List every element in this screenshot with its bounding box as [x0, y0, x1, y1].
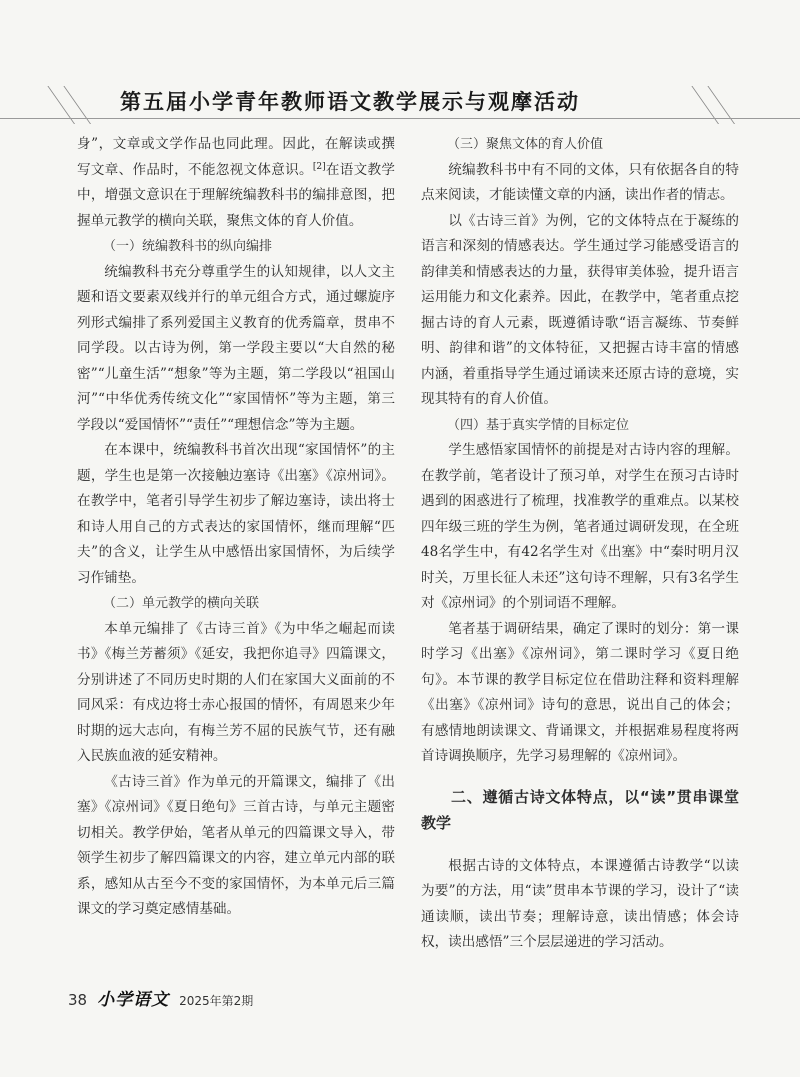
section-heading: （四）基于真实学情的目标定位 [447, 417, 630, 433]
paragraph [77, 132, 395, 234]
magazine-logo: 小学语文 [97, 990, 170, 1010]
paragraph: 统编教科书中有不同的文体，只有依据各自的特点来阅读，才能读懂文章的内涵，读出作者的情志。 [421, 161, 739, 203]
section-heading: （一）统编教科书的纵向编排 [103, 239, 273, 254]
page-title: 第五届小学青年教师语文教学展示与观摩活动 [120, 89, 580, 114]
header-banner [0, 84, 800, 124]
right-column [421, 132, 739, 956]
section-heading: （三）聚焦文体的育人价值 [447, 137, 604, 152]
page-number: 38 [68, 991, 88, 1009]
paragraph: 学生感悟家国情怀的前提是对古诗内容的理解。在教学前，笔者设计了预习单，对学生在预习古诗时遇到的困惑进行了梳理，找准教学的重难点。以某校四年级三班的学生为例，笔者通过调研发现，在全班48名学生中，有42名学生对《出塞》中“秦时明月汉时关，万里长征人未还”这句诗不理解，只有3名学生对《凉州词》的个别词语不理解。 [421, 442, 739, 611]
section-heading: （二）单元教学的横向关联 [103, 596, 260, 611]
paragraph: 以《古诗三首》为例，它的文体特点在于凝练的语言和深刻的情感表达。学生通过学习能感受语言的韵律美和情感表达的力量，获得审美体验，提升语言运用能力和文化素养。因此，在教学中，笔者重点挖掘古诗的育人元素，既遵循诗歌“语言凝练、节奏鲜明、韵律和谐”的文体特征，又把握古诗丰富的情感内涵，着重指导学生通过诵读来还原古诗的意境，实现其特有的育人价值。 [421, 212, 739, 407]
citation-ref: [2] [312, 161, 326, 172]
issue-label: 2025年第2期 [179, 994, 254, 1008]
paragraph: 《古诗三首》作为单元的开篇课文，编排了《出塞》《凉州词》《夏日绝句》三首古诗，与单元主题密切相关。教学伊始，笔者从单元的四篇课文导入，带领学生初步了解四篇课文的内容，建立单元内部的联系，感知从古至今不变的家国情怀，为本单元后三篇课文的学习奠定感情基础。 [77, 773, 395, 917]
paragraph-text: 在语文教学中，增强文意识在于理解统编教科书的编排意图，把握单元教学的横向关联，聚焦文体的育人价值。 [77, 161, 395, 229]
paragraph-text: 身”，文章或文学作品也同此理。因此，在解读或撰写文章、作品时，不能忽视文体意识。 [77, 136, 395, 178]
paragraph: 笔者基于调研结果，确定了课时的划分：第一课时学习《出塞》《凉州词》，第二课时学习《夏日绝句》。本节课的教学目标定位在借助注释和资料理解《出塞》《凉州词》诗句的意思，说出自己的体会；有感情地朗读课文、背诵课文，并根据难易程度将两首诗调换顺序，先学习易理解的《凉州词》。 [421, 620, 739, 764]
chapter-heading: 二、遵循古诗文体特点，以“读”贯串课堂教学 [421, 787, 739, 832]
paragraph: 本单元编排了《古诗三首》《为中华之崛起而读书》《梅兰芳蓄须》《延安，我把你追寻》四篇课文，分别讲述了不同历史时期的人们在家国大义面前的不同风采：有戍边将士赤心报国的情怀，有周恩来少年时期的远大志向，有梅兰芳不屈的民族气节，还有融入民族血液的延安精神。 [77, 620, 395, 764]
header-rule [0, 118, 800, 119]
left-column [77, 132, 395, 923]
page-footer [68, 985, 254, 1010]
paragraph: 统编教科书充分尊重学生的认知规律，以人文主题和语文要素双线并行的单元组合方式，通过螺旋序列形式编排了系列爱国主义教育的优秀篇章，贯串不同学段。以古诗为例，第一学段主要以“大自然的秘密”“儿童生活”“想象”等为主题，第二学段以“祖国山河”“中华优秀传统文化”“家国情怀”等为主题，第三学段以“爱国情怀”“责任”“理想信念”等为主题。 [77, 263, 395, 433]
paragraph: 根据古诗的文体特点，本课遵循古诗教学“以读为要”的方法，用“读”贯串本节课的学习，设计了“读通读顺，读出节奏；理解诗意，读出情感；体会诗权，读出感悟”三个层层递进的学习活动。 [421, 857, 739, 950]
paragraph: 在本课中，统编教科书首次出现“家国情怀”的主题，学生也是第一次接触边塞诗《出塞》《凉州词》。在教学中，笔者引导学生初步了解边塞诗，读出将士和诗人用自己的方式表达的家国情怀，继而理解“匹夫”的含义，让学生从中感悟出家国情怀，为后续学习作铺垫。 [77, 442, 395, 586]
